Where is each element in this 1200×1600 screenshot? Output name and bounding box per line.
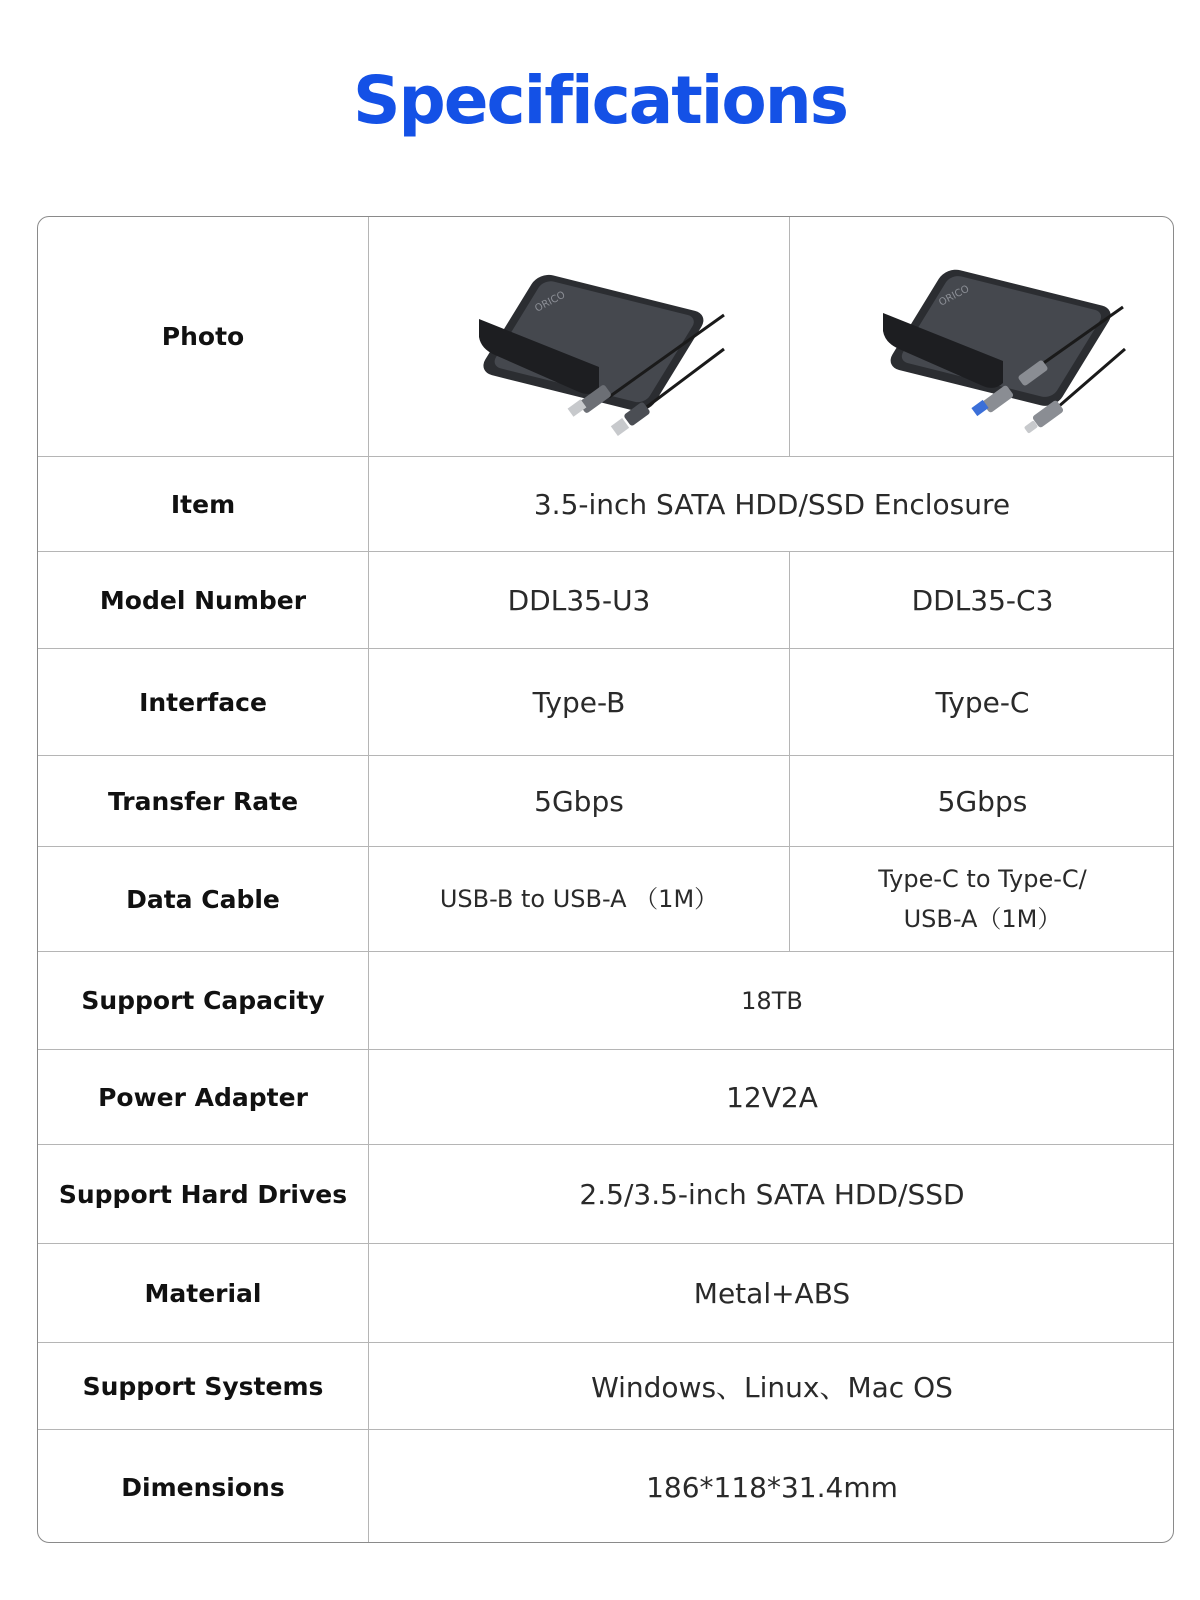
- table-row-dimensions: [38, 1429, 1173, 1543]
- row-label-model: Model Number: [38, 552, 369, 648]
- row-value-transfer-2: 5Gbps: [937, 784, 1028, 818]
- brand-logo-text-2: ORICO: [936, 283, 971, 309]
- row-value-interface-1: Type-B: [369, 649, 790, 755]
- row-label-dimensions: Dimensions: [38, 1430, 369, 1543]
- table-row-item: [38, 456, 1173, 551]
- row-value-interface-2: Type-C: [935, 685, 1030, 719]
- row-value-capacity: 18TB: [741, 986, 803, 1015]
- table-row-interface: [38, 648, 1173, 755]
- brand-logo-text: ORICO: [533, 289, 568, 315]
- photo-cell-2: [790, 217, 1174, 456]
- enclosure-usb-b-cable-icon: [429, 227, 729, 447]
- row-value-material: Metal+ABS: [693, 1276, 851, 1310]
- row-label-photo: Photo: [38, 217, 369, 456]
- row-value-model-2: DDL35-C3: [911, 583, 1054, 617]
- row-label-cable: Data Cable: [38, 847, 369, 951]
- row-value-systems: Windows、Linux、Mac OS: [591, 1371, 953, 1404]
- row-label-item: Item: [38, 457, 369, 551]
- page-title: Specifications: [352, 62, 848, 139]
- table-row-photo: [38, 217, 1173, 456]
- cable-2-line-1: Type-C to Type-C/: [878, 865, 1087, 893]
- row-label-power: Power Adapter: [38, 1050, 369, 1144]
- table-row-systems: [38, 1342, 1173, 1429]
- table-row-drives: [38, 1144, 1173, 1243]
- enclosure-usb-c-cable-icon: [833, 227, 1133, 447]
- table-row-cable: [38, 846, 1173, 951]
- row-label-interface: Interface: [38, 649, 369, 755]
- table-row-power: [38, 1049, 1173, 1144]
- row-value-transfer-1: 5Gbps: [369, 756, 790, 846]
- row-value-model-1: DDL35-U3: [369, 552, 790, 648]
- cable-2-line-2: USB-A（1M）: [903, 905, 1062, 933]
- row-value-cable-2: [790, 847, 1174, 951]
- row-value-item: 3.5-inch SATA HDD/SSD Enclosure: [533, 487, 1011, 521]
- table-row-transfer: [38, 755, 1173, 846]
- row-value-drives: 2.5/3.5-inch SATA HDD/SSD: [579, 1177, 965, 1211]
- photo-cell-1: [369, 217, 790, 456]
- row-label-transfer: Transfer Rate: [38, 756, 369, 846]
- row-value-cable-1: USB-B to USB-A （1M）: [369, 847, 790, 951]
- row-value-power: 12V2A: [726, 1080, 818, 1114]
- spec-table: [37, 216, 1174, 1543]
- row-label-material: Material: [38, 1244, 369, 1342]
- row-value-dimensions: 186*118*31.4mm: [646, 1470, 898, 1504]
- table-row-model: [38, 551, 1173, 648]
- row-label-drives: Support Hard Drives: [38, 1145, 369, 1243]
- table-row-capacity: [38, 951, 1173, 1049]
- row-label-systems: Support Systems: [38, 1343, 369, 1429]
- row-label-capacity: Support Capacity: [38, 952, 369, 1049]
- table-row-material: [38, 1243, 1173, 1342]
